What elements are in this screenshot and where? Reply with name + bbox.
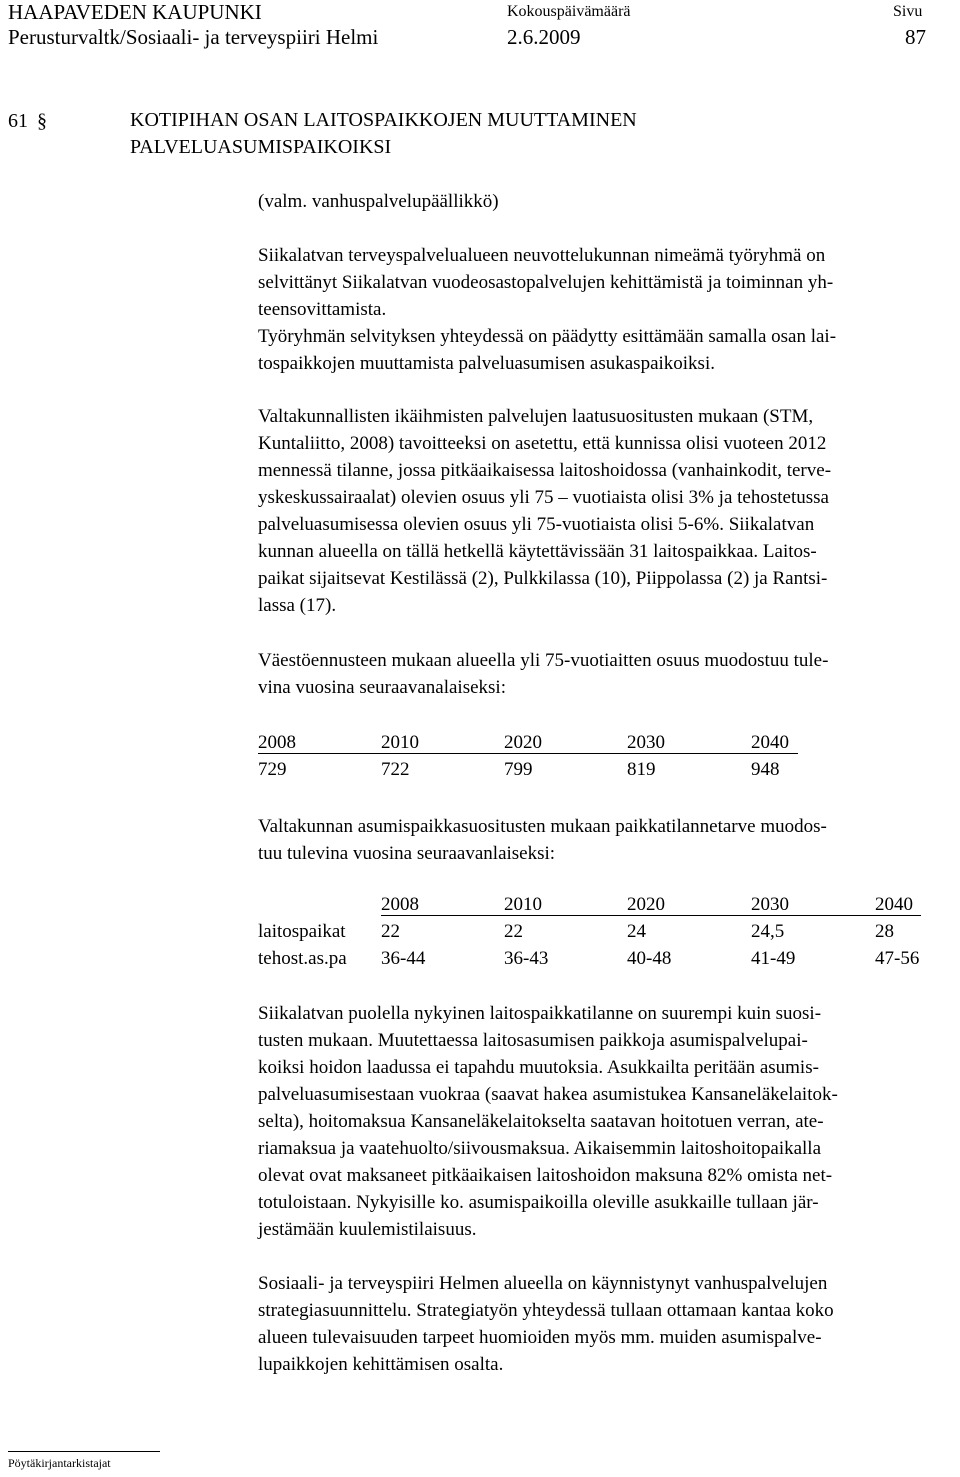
text-line: teensovittamista. — [258, 299, 387, 320]
section-title — [130, 107, 637, 161]
text-line: olevat ovat maksaneet pitkäaikaisen laitoshoidon maksuna 82% omista net- — [258, 1165, 833, 1186]
org-name: HAAPAVEDEN KAUPUNKI — [8, 0, 262, 24]
table2-cell: 24 — [627, 921, 646, 942]
table2-cell: 22 — [504, 921, 523, 942]
table2-year: 2008 — [381, 894, 419, 915]
page-label: Sivu — [893, 3, 923, 20]
text-line: Sosiaali- ja terveyspiiri Helmen alueella on käynnistynyt vanhuspalvelujen — [258, 1273, 828, 1294]
table1-year: 2008 — [258, 732, 296, 753]
table1-value: 819 — [627, 759, 656, 780]
section-number-value: 61 — [8, 110, 28, 132]
table2-cell: 36-44 — [381, 948, 426, 969]
text-line: Työryhmän selvityksen yhteydessä on päädytty esittämään samalla osan lai- — [258, 326, 837, 347]
text-line: paikat sijaitsevat Kestilässä (2), Pulkkilassa (10), Piippolassa (2) ja Rantsi- — [258, 568, 828, 589]
text-line: yskeskussairaalat) olevien osuus yli 75 – vuotiaista olisi 3% ja tehostetussa — [258, 487, 829, 508]
table2-header-underline — [381, 915, 921, 916]
table2-row-label: tehost.as.pa — [258, 948, 347, 969]
text-line: Siikalatvan terveyspalvelualueen neuvottelukunnan nimeämä työryhmä on — [258, 245, 826, 266]
text-line: Siikalatvan puolella nykyinen laitospaikkatilanne on suurempi kuin suosi- — [258, 1003, 822, 1024]
table2-row-label: laitospaikat — [258, 921, 346, 942]
table1-year: 2010 — [381, 732, 419, 753]
text-line: lassa (17). — [258, 595, 337, 616]
text-line: tusten mukaan. Muutettaessa laitosasumisen paikkoja asumispalvelupai- — [258, 1030, 808, 1051]
table1-year: 2020 — [504, 732, 542, 753]
text-line: Kuntaliitto, 2008) tavoitteeksi on asetettu, että kunnissa olisi vuoteen 2012 — [258, 433, 827, 454]
text-line: mennessä tilanne, jossa pitkäaikaisessa laitoshoidossa (vanhainkodit, terve- — [258, 460, 832, 481]
table2-cell: 24,5 — [751, 921, 785, 942]
footer-signature-line — [8, 1451, 160, 1452]
table1-year: 2040 — [751, 732, 789, 753]
table1-header-underline — [258, 753, 798, 754]
page-number: 87 — [905, 25, 926, 49]
table2-cell: 41-49 — [751, 948, 796, 969]
paragraph-2 — [258, 403, 958, 619]
table2-cell: 22 — [381, 921, 400, 942]
section-title-line: PALVELUASUMISPAIKOIKSI — [130, 136, 392, 158]
table2-cell: 28 — [875, 921, 894, 942]
paragraph-1 — [258, 242, 958, 377]
paragraph-6 — [258, 1270, 958, 1378]
table2-year: 2010 — [504, 894, 542, 915]
paragraph-3 — [258, 647, 958, 701]
committee-name: Perusturvaltk/Sosiaali- ja terveyspiiri Helmi — [8, 25, 379, 49]
section-number — [8, 110, 47, 133]
preparer-note: (valm. vanhuspalvelupäällikkö) — [258, 191, 499, 212]
text-line: jestämään kuulemistilaisuus. — [258, 1219, 477, 1240]
text-line: strategiasuunnittelu. Strategiatyön yhteydessä tullaan ottamaan kantaa koko — [258, 1300, 834, 1321]
table2-cell: 36-43 — [504, 948, 549, 969]
text-line: tospaikkojen muuttamista palveluasumisen asukaspaikoiksi. — [258, 353, 715, 374]
text-line: kunnan alueella on tällä hetkellä käytettävissään 31 laitospaikkaa. Laitos- — [258, 541, 817, 562]
table2-year: 2020 — [627, 894, 665, 915]
text-line: vina vuosina seuraavanalaiseksi: — [258, 677, 506, 698]
table2-year: 2040 — [875, 894, 913, 915]
section-title-line: KOTIPIHAN OSAN LAITOSPAIKKOJEN MUUTTAMINEN — [130, 109, 637, 131]
table2-year: 2030 — [751, 894, 789, 915]
footer-label: Pöytäkirjantarkistajat — [8, 1456, 111, 1470]
paragraph-5 — [258, 1000, 958, 1243]
table2-cell: 40-48 — [627, 948, 672, 969]
text-line: palveluasumisestaan vuokraa (saavat hakea asumistukea Kansaneläkelaitok- — [258, 1084, 838, 1105]
table1-value: 722 — [381, 759, 410, 780]
text-line: lupaikkojen kehittämisen osalta. — [258, 1354, 504, 1375]
paragraph-4 — [258, 813, 958, 867]
text-line: Valtakunnallisten ikäihmisten palvelujen laatusuositusten mukaan (STM, — [258, 406, 814, 427]
meeting-date: 2.6.2009 — [507, 25, 581, 49]
text-line: selvittänyt Siikalatvan vuodeosastopalvelujen kehittämistä ja toiminnan yh- — [258, 272, 834, 293]
table1-year: 2030 — [627, 732, 665, 753]
table1-value: 729 — [258, 759, 287, 780]
text-line: selta), hoitomaksua Kansaneläkelaitokselta saatavan hoitotuen verran, ate- — [258, 1111, 824, 1132]
text-line: totuloistaan. Nykyisille ko. asumispaikoilla oleville asukkaille tullaan jär- — [258, 1192, 819, 1213]
text-line: tuu tulevina vuosina seuraavanlaiseksi: — [258, 843, 556, 864]
section-sign: § — [37, 110, 47, 132]
table2-cell: 47-56 — [875, 948, 920, 969]
date-label: Kokouspäivämäärä — [507, 3, 631, 20]
text-line: palveluasumisessa olevien osuus yli 75-vuotiaista olisi 5-6%. Siikalatvan — [258, 514, 815, 535]
table1-value: 799 — [504, 759, 533, 780]
text-line: alueen tulevaisuuden tarpeet huomioiden myös mm. muiden asumispalve- — [258, 1327, 822, 1348]
table1-value: 948 — [751, 759, 780, 780]
text-line: koiksi hoidon laadussa ei tapahdu muutoksia. Asukkailta peritään asumis- — [258, 1057, 819, 1078]
text-line: riamaksua ja vaatehuolto/siivousmaksua. Aikaisemmin laitoshoitopaikalla — [258, 1138, 822, 1159]
text-line: Väestöennusteen mukaan alueella yli 75-vuotiaitten osuus muodostuu tule- — [258, 650, 829, 671]
text-line: Valtakunnan asumispaikkasuositusten mukaan paikkatilannetarve muodos- — [258, 816, 827, 837]
